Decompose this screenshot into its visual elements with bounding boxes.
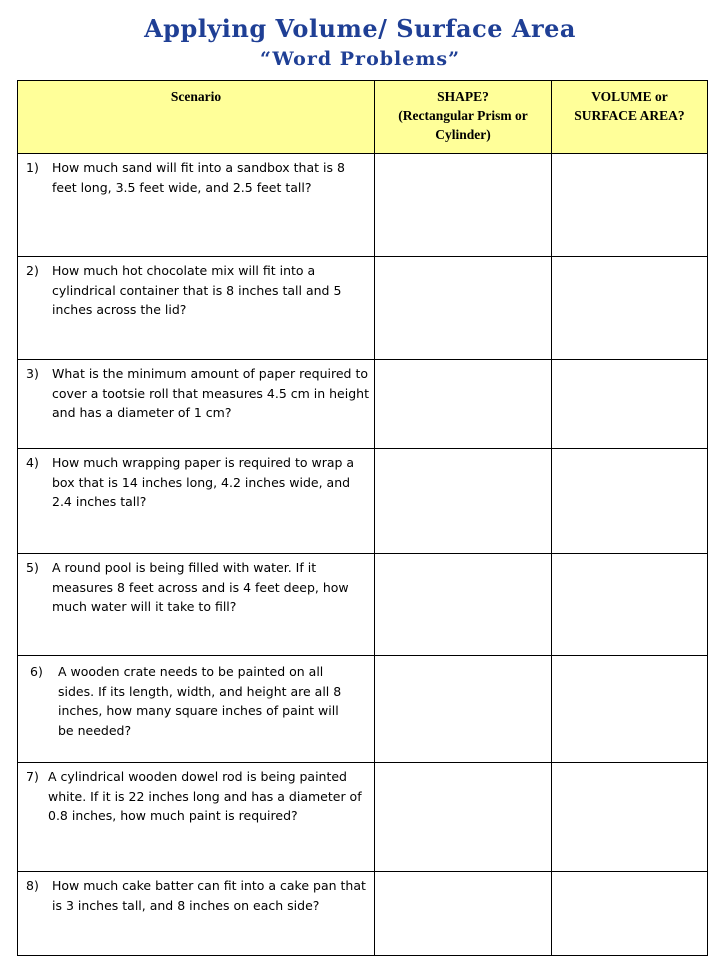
- question-number: 8): [26, 878, 39, 893]
- measure-answer-cell[interactable]: [552, 554, 708, 656]
- scenario-cell: [18, 554, 375, 656]
- scenario-cell: [18, 257, 375, 360]
- question-text: What is the minimum amount of paper required to cover a tootsie roll that measures 4.5 cm in height and has a diameter of 1 cm?: [52, 366, 369, 420]
- shape-answer-cell[interactable]: [375, 763, 552, 872]
- question-number: 1): [26, 160, 39, 175]
- header-shape: [375, 81, 552, 154]
- header-shape-line3: Cylinder): [435, 127, 491, 142]
- scenario-cell: [18, 154, 375, 257]
- scenario-cell: [18, 763, 375, 872]
- measure-answer-cell[interactable]: [552, 763, 708, 872]
- measure-answer-cell[interactable]: [552, 449, 708, 554]
- measure-answer-cell[interactable]: [552, 154, 708, 257]
- question-text: A wooden crate needs to be painted on all sides. If its length, width, and height are all 8 inches, how many square inches of paint will be needed?: [58, 664, 342, 738]
- table-row: [18, 872, 708, 956]
- word-problems-table: [17, 80, 708, 956]
- header-volume-or-surface-area: [552, 81, 708, 154]
- scenario-cell: [18, 360, 375, 449]
- scenario-cell: [18, 449, 375, 554]
- header-volsa-line2: SURFACE AREA?: [574, 108, 685, 123]
- shape-answer-cell[interactable]: [375, 872, 552, 956]
- question-number: 5): [26, 560, 39, 575]
- shape-answer-cell[interactable]: [375, 154, 552, 257]
- measure-answer-cell[interactable]: [552, 872, 708, 956]
- question-number: 6): [30, 664, 43, 679]
- table-row: [18, 257, 708, 360]
- table-row: [18, 360, 708, 449]
- page-subtitle: “Word Problems”: [259, 48, 461, 70]
- shape-answer-cell[interactable]: [375, 449, 552, 554]
- header-shape-line2: (Rectangular Prism or: [398, 108, 528, 123]
- shape-answer-cell[interactable]: [375, 360, 552, 449]
- measure-answer-cell[interactable]: [552, 360, 708, 449]
- question-number: 3): [26, 366, 39, 381]
- table-row: [18, 763, 708, 872]
- header-volsa-line1: VOLUME or: [591, 89, 668, 104]
- page-title-block: [0, 12, 720, 72]
- scenario-cell: [18, 656, 375, 763]
- shape-answer-cell[interactable]: [375, 554, 552, 656]
- header-scenario: [18, 81, 375, 154]
- header-scenario-label: Scenario: [170, 89, 222, 104]
- question-number: 7): [26, 769, 39, 784]
- scenario-cell: [18, 872, 375, 956]
- header-shape-line1: SHAPE?: [437, 89, 489, 104]
- table-row: [18, 449, 708, 554]
- measure-answer-cell[interactable]: [552, 656, 708, 763]
- question-text: How much cake batter can fit into a cake pan that is 3 inches tall, and 8 inches on each side?: [52, 878, 366, 913]
- question-text: A cylindrical wooden dowel rod is being painted white. If it is 22 inches long and has a diameter of 0.8 inches, how much paint is required?: [48, 769, 362, 823]
- question-text: How much sand will fit into a sandbox that is 8 feet long, 3.5 feet wide, and 2.5 feet tall?: [52, 160, 345, 195]
- table-row: [18, 154, 708, 257]
- page-title: Applying Volume/ Surface Area: [144, 14, 576, 43]
- measure-answer-cell[interactable]: [552, 257, 708, 360]
- question-text: How much wrapping paper is required to wrap a box that is 14 inches long, 4.2 inches wide, and 2.4 inches tall?: [52, 455, 355, 509]
- table-row: [18, 554, 708, 656]
- shape-answer-cell[interactable]: [375, 656, 552, 763]
- question-number: 2): [26, 263, 39, 278]
- question-text: How much hot chocolate mix will fit into a cylindrical container that is 8 inches tall and 5 inches across the lid?: [52, 263, 342, 317]
- table-row: [18, 656, 708, 763]
- shape-answer-cell[interactable]: [375, 257, 552, 360]
- table-header-row: [18, 81, 708, 154]
- question-text: A round pool is being filled with water. If it measures 8 feet across and is 4 feet deep, how much water will it take to fill?: [52, 560, 349, 614]
- question-number: 4): [26, 455, 39, 470]
